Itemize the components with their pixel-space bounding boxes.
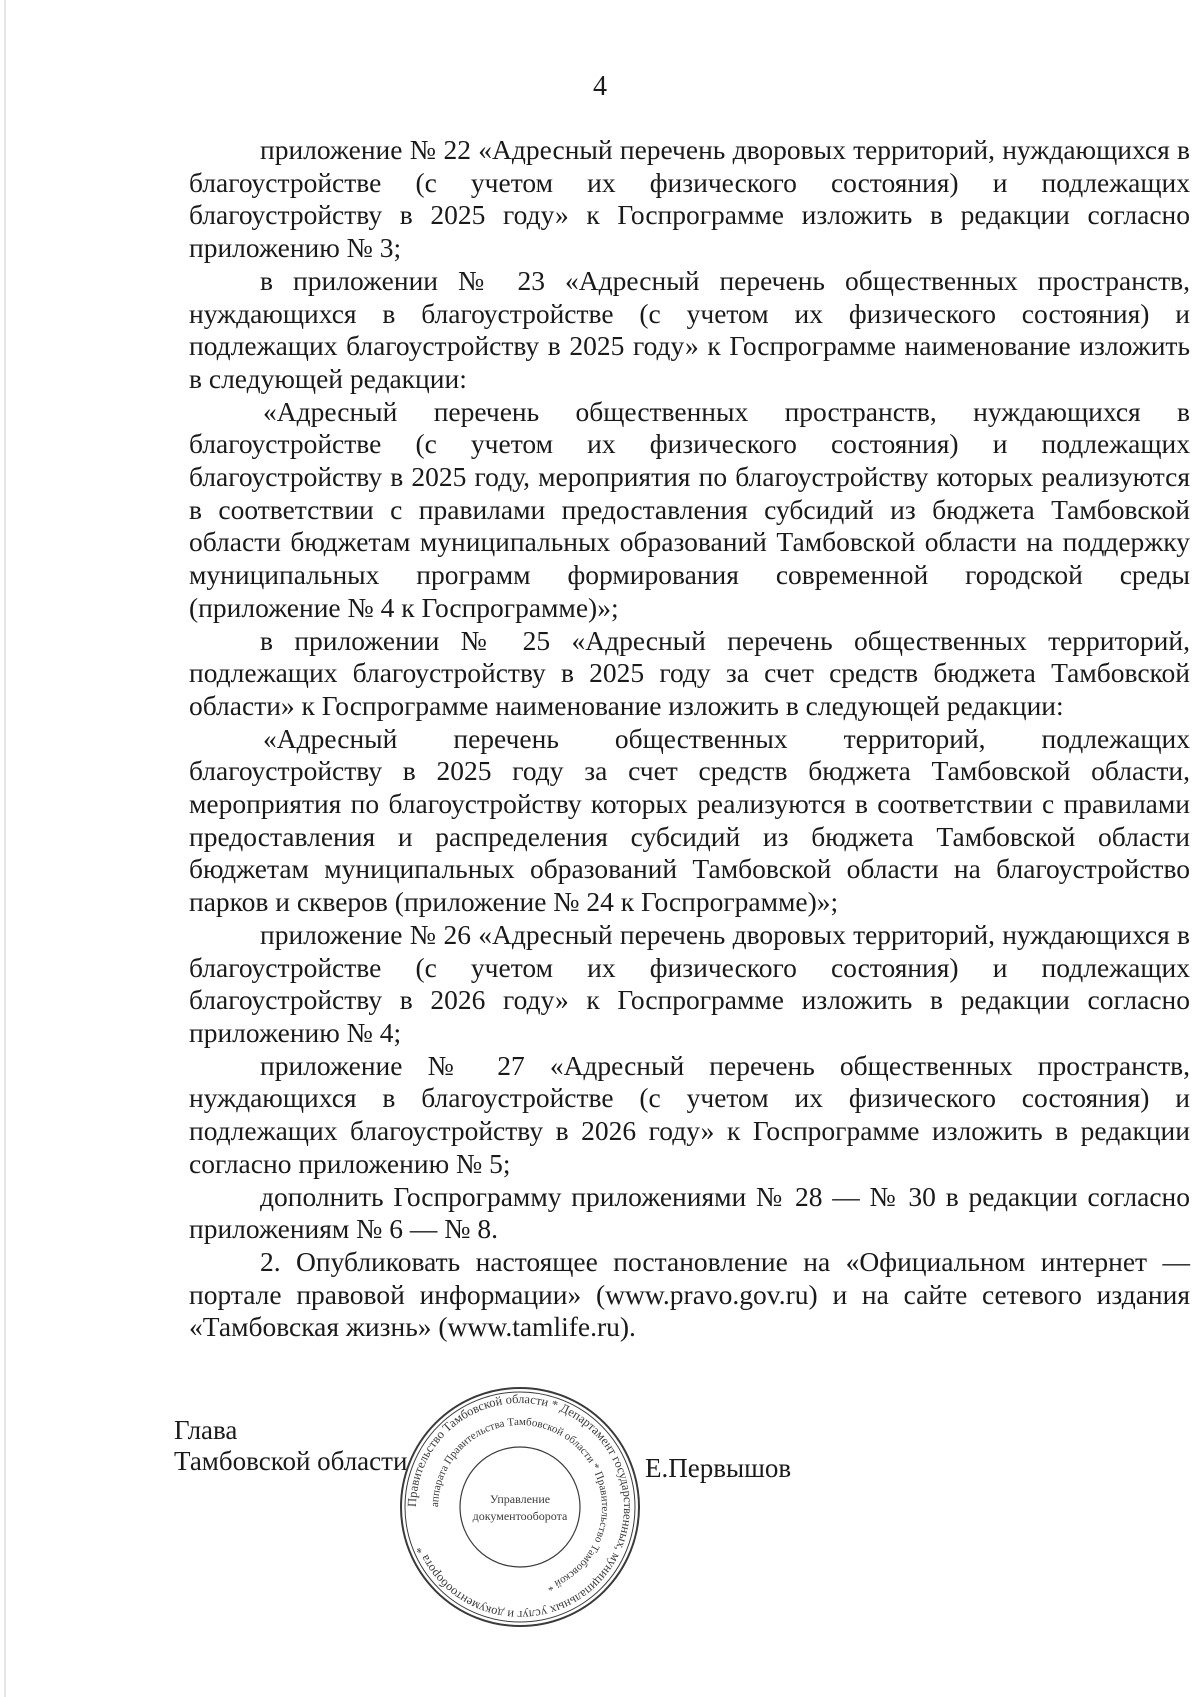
seal-center-line1: Управление	[489, 1492, 551, 1506]
document-body	[189, 134, 1190, 1344]
paragraph-appendix-23: в приложении № 23 «Адресный перечень общественных пространств, нуждающихся в благоустройстве (с учетом их физического состояния) и подлежащих благоустройству в 2025 году» к Госпрограмме наименование изложить в следующей редакции:	[189, 264, 1190, 394]
svg-text:аппарата Правительства Тамбовс: аппарата Правительства Тамбовской области * Правительство Тамбовской *	[428, 1415, 612, 1594]
svg-text:Правительство Тамбовской облас: Правительство Тамбовской области * Департамент государственных, муниципальных услуг и документооборота *	[404, 1391, 636, 1623]
official-seal	[396, 1383, 644, 1631]
paragraph-appendix-26: приложение № 26 «Адресный перечень дворовых территорий, нуждающихся в благоустройстве (с учетом их физического состояния) и подлежащих благоустройству в 2026 году» к Госпрограмме изложить в редакции согласно приложению № 4;	[189, 918, 1190, 1048]
scan-edge	[4, 0, 6, 1697]
seal-center-line2: документооборота	[472, 1509, 568, 1523]
paragraph-appendix-27: приложение № 27 «Адресный перечень общественных пространств, нуждающихся в благоустройстве (с учетом их физического состояния) и подлежащих благоустройству в 2026 году» к Госпрограмме изложить в редакции согласно приложению № 5;	[189, 1049, 1190, 1179]
signatory-name: Е.Первышов	[645, 1453, 792, 1483]
paragraph-publication: 2. Опубликовать настоящее постановление на «Официальном интернет — портале правовой информации» (www.pravo.gov.ru) и на сайте сетевого издания «Тамбовская жизнь» (www.tamlife.ru).	[189, 1245, 1190, 1343]
paragraph-appendix-25: в приложении № 25 «Адресный перечень общественных территорий, подлежащих благоустройству в 2025 году за счет средств бюджета Тамбовской области» к Госпрограмме наименование изложить в следующей редакции:	[189, 624, 1190, 721]
paragraph-add-appendices: дополнить Госпрограмму приложениями № 28 — № 30 в редакции согласно приложениям № 6 — № 8.	[189, 1180, 1190, 1245]
signature-title-line2: Тамбовской области	[174, 1446, 408, 1476]
signature-title-line1: Глава	[174, 1415, 238, 1445]
paragraph-appendix-23-new-title: «Адресный перечень общественных пространств, нуждающихся в благоустройстве (с учетом их физического состояния) и подлежащих благоустройству в 2025 году, мероприятия по благоустройству которых реализуются в соответствии с правилами предоставления субсидий из бюджета Тамбовской области бюджетам муниципальных образований Тамбовской области на поддержку муниципальных программ формирования современной городской среды (приложение № 4 к Госпрограмме)»;	[189, 395, 1190, 623]
paragraph-appendix-22: приложение № 22 «Адресный перечень дворовых территорий, нуждающихся в благоустройстве (с учетом их физического состояния) и подлежащих благоустройству в 2025 году» к Госпрограмме изложить в редакции согласно приложению № 3;	[189, 134, 1190, 264]
paragraph-appendix-25-new-title: «Адресный перечень общественных территорий, подлежащих благоустройству в 2025 году за счет средств бюджета Тамбовской области, мероприятия по благоустройству которых реализуются в соответствии с правилами предоставления и распределения субсидий из бюджета Тамбовской области бюджетам муниципальных образований Тамбовской области на благоустройство парков и скверов (приложение № 24 к Госпрограмме)»;	[189, 722, 1190, 918]
page-number: 4	[593, 71, 607, 102]
signature-title	[174, 1415, 407, 1477]
